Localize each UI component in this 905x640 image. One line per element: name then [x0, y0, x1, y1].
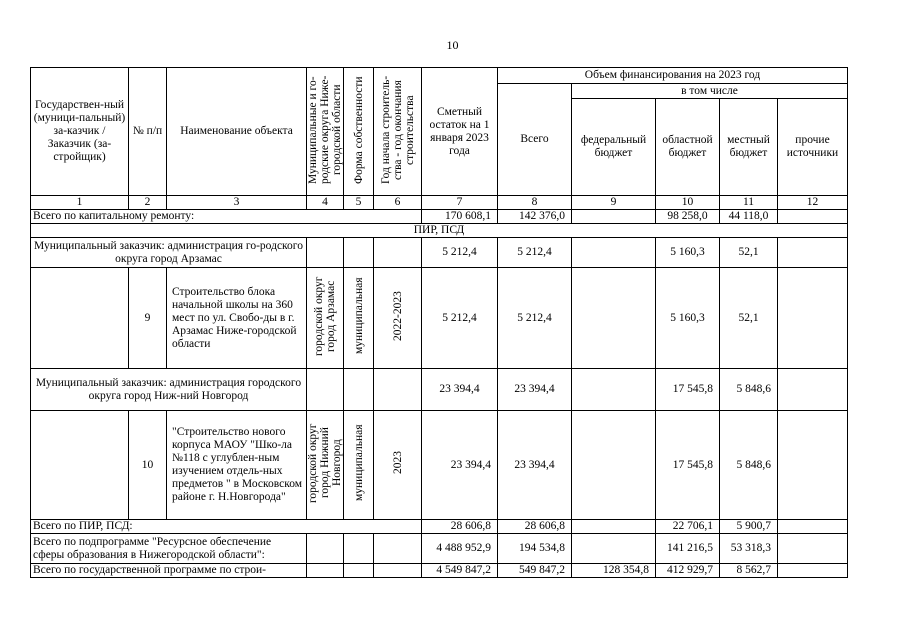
- cell-estimate: 5 212,4: [422, 268, 498, 369]
- cell-federal: [572, 520, 656, 534]
- col-num: 1: [31, 196, 129, 210]
- header-including: в том числе: [572, 84, 848, 99]
- empty-cell: [307, 534, 344, 564]
- empty-cell: [31, 411, 129, 520]
- header-num: № п/п: [129, 68, 167, 196]
- object-municipality: городской округ город Арзамас: [307, 268, 344, 369]
- customer-label: Муниципальный заказчик: администрация городского округа город Ниж-ний Новгород: [31, 369, 307, 411]
- empty-cell: [344, 564, 374, 578]
- object-number: 9: [129, 268, 167, 369]
- header-regional: областной бюджет: [656, 99, 720, 196]
- header-total: Всего: [498, 84, 572, 196]
- object-name: "Строительство нового корпуса МАОУ "Шко-ла №118 с углублен-ным изучением отдель-ных предметов " в Московском районе г. Н.Новгорода": [167, 411, 307, 520]
- table-row: [31, 369, 848, 411]
- header-ownership: Форма собственности: [344, 68, 374, 196]
- col-num: 5: [344, 196, 374, 210]
- cell-estimate: 4 488 952,9: [422, 534, 498, 564]
- cell-total: 142 376,0: [498, 210, 572, 224]
- table-row: [31, 238, 848, 268]
- empty-cell: [307, 369, 344, 411]
- cell-total: 549 847,2: [498, 564, 572, 578]
- empty-cell: [374, 369, 422, 411]
- cell-regional: 5 160,3: [656, 268, 720, 369]
- col-num: 10: [656, 196, 720, 210]
- cell-other: [778, 520, 848, 534]
- table-row: [31, 268, 848, 369]
- cell-regional: 141 216,5: [656, 534, 720, 564]
- col-num: 3: [167, 196, 307, 210]
- col-num: 7: [422, 196, 498, 210]
- empty-cell: [374, 534, 422, 564]
- column-numbers-row: [31, 196, 848, 210]
- cell-local: 8 562,7: [720, 564, 778, 578]
- col-num: 11: [720, 196, 778, 210]
- cell-federal: [572, 238, 656, 268]
- header-other: прочие источники: [778, 99, 848, 196]
- cell-local: 5 848,6: [720, 411, 778, 520]
- col-num: 8: [498, 196, 572, 210]
- cell-other: [778, 238, 848, 268]
- cell-regional: 17 545,8: [656, 369, 720, 411]
- empty-cell: [374, 238, 422, 268]
- table-row: [31, 520, 848, 534]
- object-ownership: муниципальная: [344, 268, 374, 369]
- cell-total: 23 394,4: [498, 369, 572, 411]
- header-object-name: Наименование объекта: [167, 68, 307, 196]
- cell-federal: [572, 411, 656, 520]
- cell-estimate: 28 606,8: [422, 520, 498, 534]
- row-label: Всего по ПИР, ПСД:: [31, 520, 422, 534]
- col-num: 6: [374, 196, 422, 210]
- row-label: Всего по государственной программе по строи-: [31, 564, 307, 578]
- cell-local: 52,1: [720, 238, 778, 268]
- header-funding: Объем финансирования на 2023 год: [498, 68, 848, 84]
- col-num: 9: [572, 196, 656, 210]
- cell-regional: 5 160,3: [656, 238, 720, 268]
- col-num: 4: [307, 196, 344, 210]
- empty-cell: [344, 238, 374, 268]
- col-num: 12: [778, 196, 848, 210]
- cell-other: [778, 210, 848, 224]
- cell-other: [778, 268, 848, 369]
- row-label: Всего по капитальному ремонту:: [31, 210, 422, 224]
- cell-other: [778, 411, 848, 520]
- header-municipalities: Муниципальные и го-родские округа Ниже-городской области: [307, 68, 344, 196]
- header-federal: федеральный бюджет: [572, 99, 656, 196]
- cell-local: 5 900,7: [720, 520, 778, 534]
- empty-cell: [307, 238, 344, 268]
- cell-local: 53 318,3: [720, 534, 778, 564]
- cell-federal: [572, 369, 656, 411]
- cell-estimate: 5 212,4: [422, 238, 498, 268]
- cell-federal: 128 354,8: [572, 564, 656, 578]
- financing-table: [30, 67, 848, 578]
- cell-total: 28 606,8: [498, 520, 572, 534]
- header-local: местный бюджет: [720, 99, 778, 196]
- section-row: [31, 224, 848, 238]
- cell-regional: 22 706,1: [656, 520, 720, 534]
- cell-federal: [572, 210, 656, 224]
- cell-total: 5 212,4: [498, 238, 572, 268]
- cell-estimate: 23 394,4: [422, 369, 498, 411]
- table-row: [31, 564, 848, 578]
- cell-local: 5 848,6: [720, 369, 778, 411]
- col-num: 2: [129, 196, 167, 210]
- section-title: ПИР, ПСД: [31, 224, 848, 238]
- cell-total: 5 212,4: [498, 268, 572, 369]
- cell-estimate: 23 394,4: [422, 411, 498, 520]
- empty-cell: [307, 564, 344, 578]
- table-row: [31, 210, 848, 224]
- header-customer: Государствен-ный (муници-пальный) за-казчик / Заказчик (за-стройщик): [31, 68, 129, 196]
- object-years: 2023: [374, 411, 422, 520]
- cell-total: 194 534,8: [498, 534, 572, 564]
- cell-regional: 98 258,0: [656, 210, 720, 224]
- cell-regional: 412 929,7: [656, 564, 720, 578]
- empty-cell: [344, 534, 374, 564]
- cell-local: 52,1: [720, 268, 778, 369]
- object-name: Строительство блока начальной школы на 360 мест по ул. Свобо-ды в г. Арзамас Ниже-городской области: [167, 268, 307, 369]
- object-ownership: муниципальная: [344, 411, 374, 520]
- row-label: Всего по подпрограмме "Ресурсное обеспечение сферы образования в Нижегородской области":: [31, 534, 307, 564]
- cell-federal: [572, 534, 656, 564]
- cell-regional: 17 545,8: [656, 411, 720, 520]
- object-years: 2022-2023: [374, 268, 422, 369]
- cell-estimate: 4 549 847,2: [422, 564, 498, 578]
- table-row: [31, 534, 848, 564]
- table-row: [31, 411, 848, 520]
- cell-estimate: 170 608,1: [422, 210, 498, 224]
- empty-cell: [344, 369, 374, 411]
- cell-total: 23 394,4: [498, 411, 572, 520]
- header-years: Год начала строитель-ства - год окончания строительства: [374, 68, 422, 196]
- cell-other: [778, 534, 848, 564]
- empty-cell: [374, 564, 422, 578]
- header-estimate: Сметный остаток на 1 января 2023 года: [422, 68, 498, 196]
- cell-federal: [572, 268, 656, 369]
- customer-label: Муниципальный заказчик: администрация го-родского округа город Арзамас: [31, 238, 307, 268]
- object-municipality: городской округ город Нижний Новгород: [307, 411, 344, 520]
- object-number: 10: [129, 411, 167, 520]
- empty-cell: [31, 268, 129, 369]
- cell-other: [778, 369, 848, 411]
- page-number: 10: [446, 38, 459, 52]
- cell-local: 44 118,0: [720, 210, 778, 224]
- cell-other: [778, 564, 848, 578]
